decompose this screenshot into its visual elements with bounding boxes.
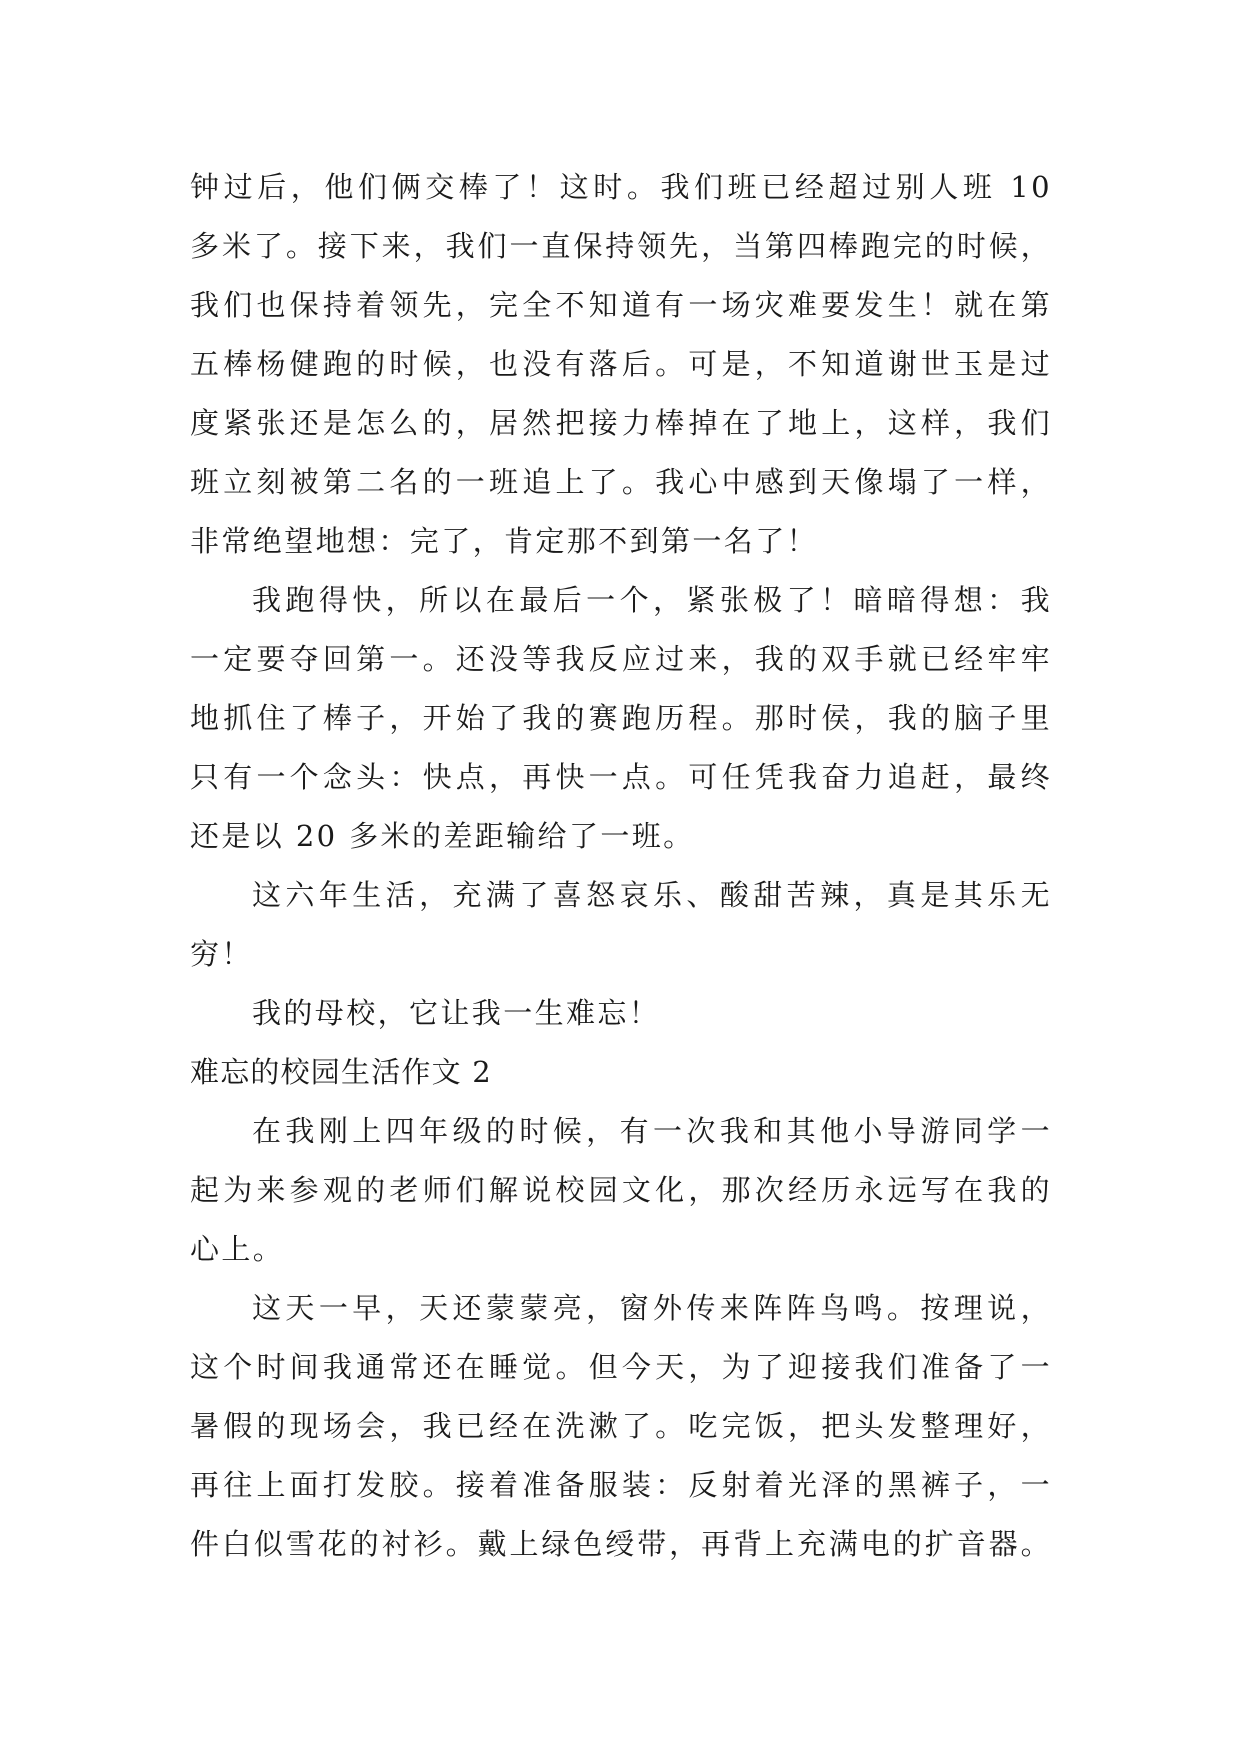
paragraph-first-line: 这六年生活，充满了喜怒哀乐、酸甜苦辣，真是其乐无 xyxy=(252,878,1052,912)
text-line: 暑假的现场会，我已经在洗漱了。吃完饭，把头发整理好， xyxy=(190,1409,1052,1443)
text-line: 度紧张还是怎么的，居然把接力棒掉在了地上，这样，我们 xyxy=(190,406,1052,440)
text-line: 穷！ xyxy=(190,937,253,971)
paragraph-first-line: 这天一早，天还蒙蒙亮，窗外传来阵阵鸟鸣。按理说， xyxy=(252,1291,1052,1325)
text-line: 多米了。接下来，我们一直保持领先，当第四棒跑完的时候， xyxy=(190,229,1052,263)
text-line: 还是以 20 多米的差距输给了一班。 xyxy=(190,819,695,853)
paragraph-first-line: 我跑得快，所以在最后一个，紧张极了！暗暗得想：我 xyxy=(252,583,1052,617)
text-line: 非常绝望地想：完了，肯定那不到第一名了！ xyxy=(190,524,819,558)
section-heading: 难忘的校园生活作文 2 xyxy=(190,1055,492,1089)
text-line: 钟过后，他们俩交棒了！这时。我们班已经超过别人班 10 xyxy=(190,170,1052,204)
text-line: 件白似雪花的衬衫。戴上绿色绶带，再背上充满电的扩音器。 xyxy=(190,1527,1052,1561)
text-line: 我们也保持着领先，完全不知道有一场灾难要发生！就在第 xyxy=(190,288,1052,322)
text-line: 班立刻被第二名的一班追上了。我心中感到天像塌了一样， xyxy=(190,465,1052,499)
text-line: 一定要夺回第一。还没等我反应过来，我的双手就已经牢牢 xyxy=(190,642,1052,676)
paragraph-first-line: 在我刚上四年级的时候，有一次我和其他小导游同学一 xyxy=(252,1114,1052,1148)
text-line: 五棒杨健跑的时候，也没有落后。可是，不知道谢世玉是过 xyxy=(190,347,1052,381)
text-line: 起为来参观的老师们解说校园文化，那次经历永远写在我的 xyxy=(190,1173,1052,1207)
text-line: 地抓住了棒子，开始了我的赛跑历程。那时侯，我的脑子里 xyxy=(190,701,1052,735)
text-line: 这个时间我通常还在睡觉。但今天，为了迎接我们准备了一 xyxy=(190,1350,1052,1384)
document-body xyxy=(190,158,1052,1574)
text-line: 再往上面打发胶。接着准备服装：反射着光泽的黑裤子，一 xyxy=(190,1468,1052,1502)
text-line: 心上。 xyxy=(190,1232,285,1266)
paragraph-first-line: 我的母校，它让我一生难忘！ xyxy=(252,996,661,1030)
text-line: 只有一个念头：快点，再快一点。可任凭我奋力追赶，最终 xyxy=(190,760,1052,794)
